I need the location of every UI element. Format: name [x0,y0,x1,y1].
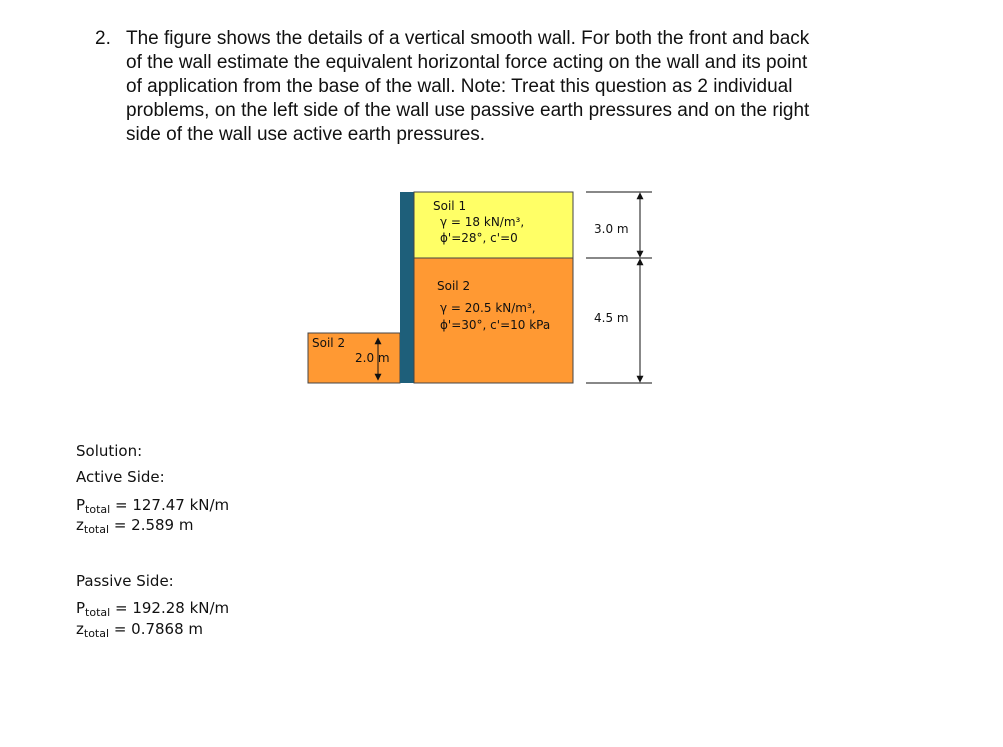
front-soil-label: Soil 2 [312,336,346,350]
passive-p-total: $P_{total} = 192.28$ kN/m [76,599,230,619]
wall [400,192,414,383]
solution-heading: Solution: [76,442,143,460]
active-z-total: $z_{total} = 2.589$ m [76,516,194,536]
dim-top-label: 3.0 m [594,222,629,236]
question-number: 2. [95,28,111,49]
active-side-title: Active Side: [76,468,165,486]
soil2-phi: ϕ'=30°, c'=10 kPa [440,318,551,332]
front-dimension-label: 2.0 m [355,351,390,365]
question-line: problems, on the left side of the wall use passive earth pressures and on the right [126,100,810,121]
passive-z-total: $z_{total} = 0.7868$ m [76,620,204,640]
soil1-name: Soil 1 [433,199,467,213]
soil2-gamma: γ = 20.5 kN/m³, [440,301,536,315]
question-line: of application from the base of the wall. Note: Treat this question as 2 individual [126,76,793,97]
question-line: The figure shows the details of a vertical smooth wall. For both the front and back [126,28,810,49]
passive-side-title: Passive Side: [76,572,174,590]
soil1-phi: ϕ'=28°, c'=0 [440,231,518,245]
question-line: side of the wall use active earth pressures. [126,124,486,145]
soil1-gamma: γ = 18 kN/m³, [440,215,525,229]
soil2-name: Soil 2 [437,279,471,293]
dim-bottom-label: 4.5 m [594,311,629,325]
question-line: of the wall estimate the equivalent horizontal force acting on the wall and its point [126,52,808,73]
active-p-total: $P_{total} = 127.47$ kN/m [76,496,230,516]
